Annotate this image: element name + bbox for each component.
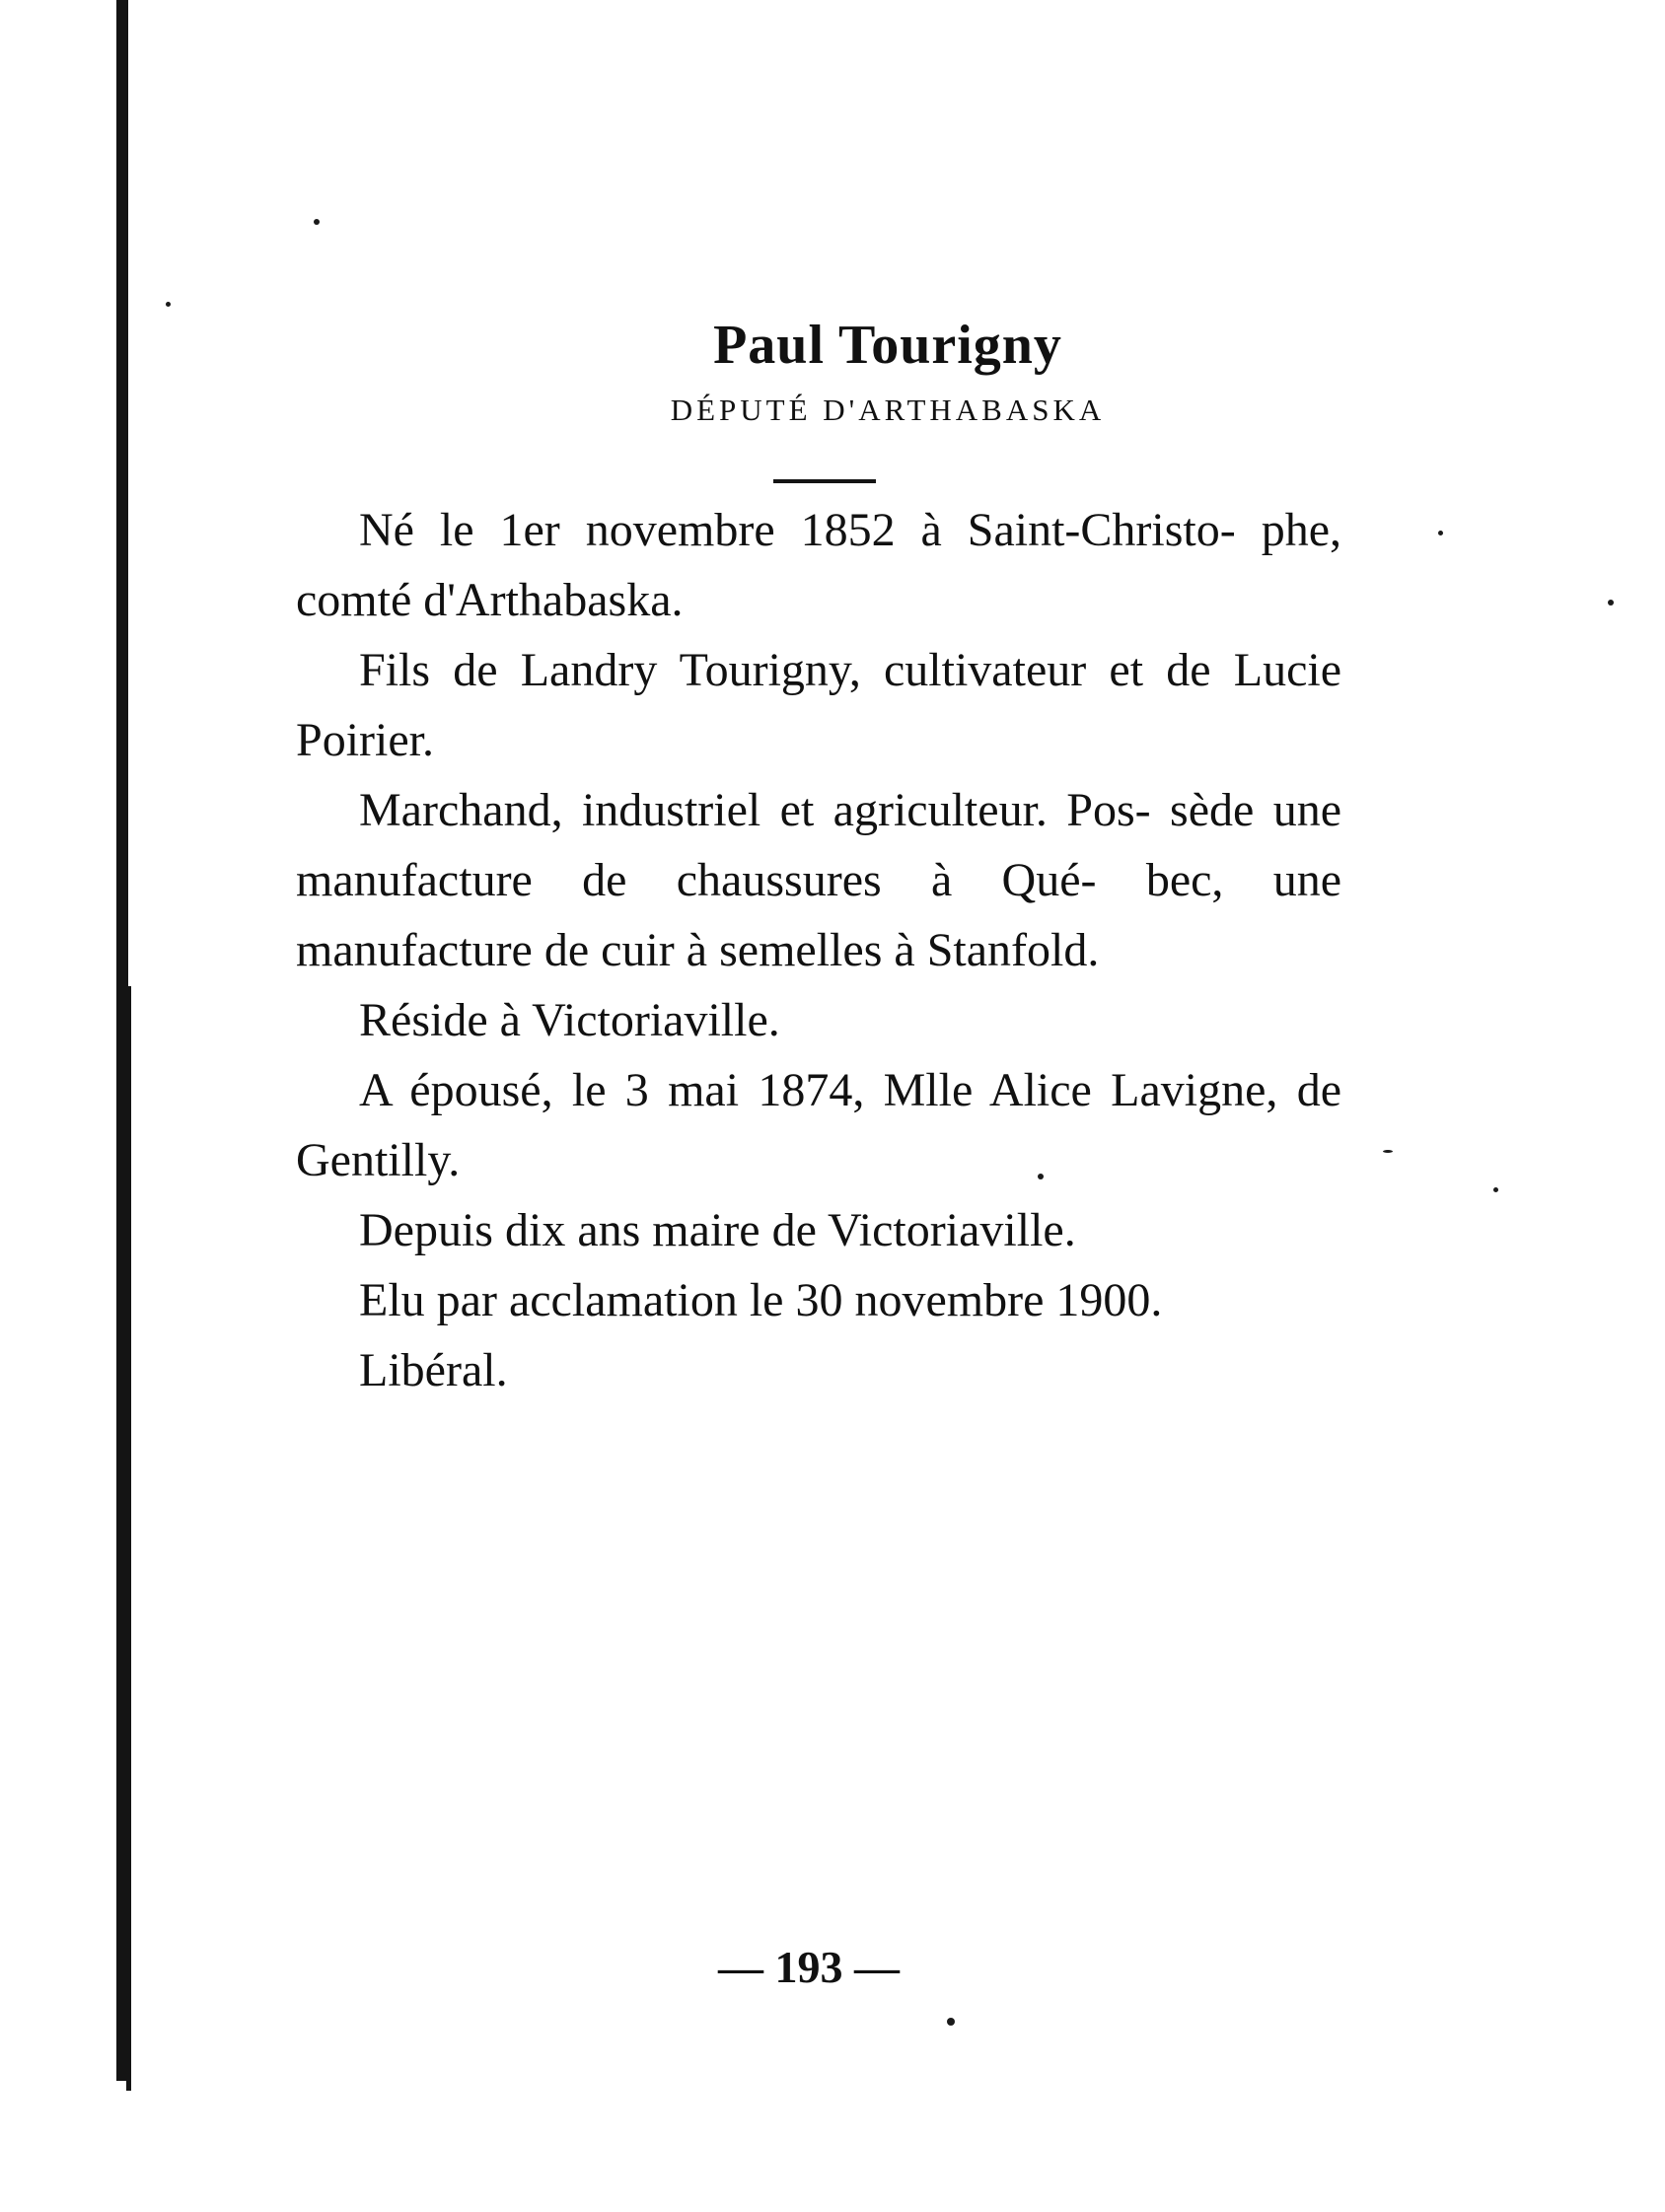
text-line: Marchand, industriel et agriculteur. Pos- (359, 784, 1151, 836)
text-line: Elu par acclamation le 30 novembre 1900. (359, 1274, 1163, 1326)
biography-paragraph (296, 1265, 1341, 1335)
text-line: bec, une manufacture de cuir à semelles à (296, 854, 1342, 976)
print-speck (1383, 1150, 1393, 1153)
deputy-name-heading: Paul Tourigny (713, 315, 1062, 376)
text-line: Fils de Landry Tourigny, cultivateur et de (359, 644, 1211, 696)
text-line: sède une manufacture de chaussures à Qué- (296, 784, 1342, 906)
biography-paragraph (296, 985, 1341, 1055)
binding-edge-line-lower (126, 986, 131, 2091)
constituency-subheading: DÉPUTÉ D'ARTHABASKA (670, 392, 1106, 427)
print-speck (1438, 531, 1443, 535)
heading-separator-rule (773, 479, 876, 483)
print-speck (1608, 600, 1614, 606)
biography-paragraph (296, 635, 1341, 775)
biography-text (296, 495, 1341, 1405)
biography-paragraph (296, 1055, 1341, 1195)
text-line: Depuis dix ans maire de Victoriaville. (359, 1204, 1076, 1256)
text-line: de Gentilly. (296, 1064, 1342, 1186)
print-speck (947, 2018, 955, 2026)
text-line: phe, comté d'Arthabaska. (296, 504, 1341, 626)
page-number: — 193 — (718, 1942, 900, 1992)
biography-paragraph (296, 1195, 1341, 1265)
print-speck (166, 302, 171, 307)
biography-paragraph (296, 775, 1341, 985)
text-line: Né le 1er novembre 1852 à Saint-Christo- (359, 504, 1236, 556)
text-line: Libéral. (359, 1344, 508, 1396)
text-line: Stanfold. (926, 924, 1100, 976)
text-line: A épousé, le 3 mai 1874, Mlle Alice Lavigne, (359, 1064, 1278, 1116)
text-line: Réside à Victoriaville. (359, 994, 780, 1046)
print-speck (314, 219, 320, 225)
biography-paragraph (296, 1335, 1341, 1405)
biography-paragraph (296, 495, 1341, 635)
print-speck (1493, 1187, 1498, 1192)
text-line: Lucie Poirier. (296, 644, 1342, 766)
